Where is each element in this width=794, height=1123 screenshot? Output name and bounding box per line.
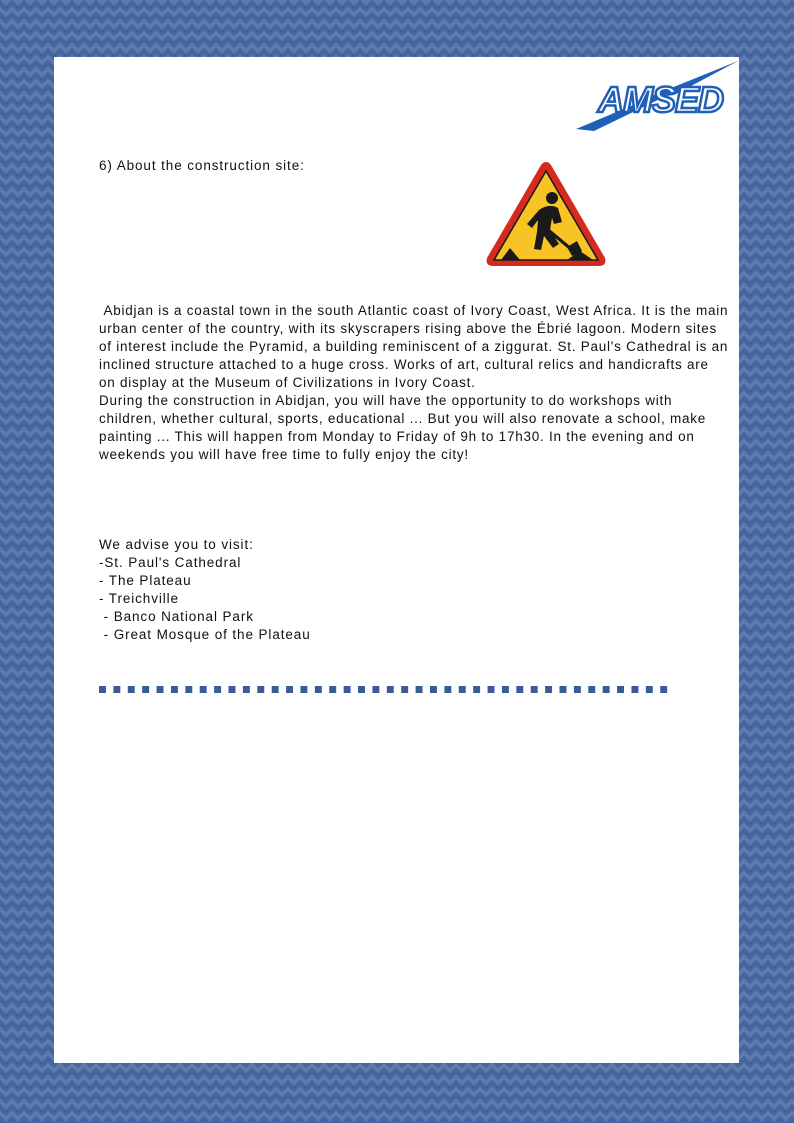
list-item: - Banco National Park [99,609,254,624]
logo-text: AMSED [598,79,724,120]
dotted-divider [99,686,668,693]
section-heading: 6) About the construction site: [99,158,305,173]
visit-intro: We advise you to visit: [99,537,254,552]
visit-list [99,536,699,644]
description-text [99,302,733,464]
list-item: - Treichville [99,591,179,606]
roadwork-warning-icon [483,158,609,270]
description-paragraph-1: Abidjan is a coastal town in the south Atlantic coast of Ivory Coast, West Africa. It is the main urban center of the country, with its skyscrapers rising above the Ébrié lagoon. Modern sites of interest include the Pyramid, a building reminiscent of a ziggurat. St. Paul's Cathedral is an inclined structure attached to a huge cross. Works of art, cultural relics and handicrafts are on display at the Museum of Civilizations in Ivory Coast. [99,303,733,390]
document-page [54,57,739,1063]
list-item: - The Plateau [99,573,192,588]
description-paragraph-2: During the construction in Abidjan, you will have the opportunity to do workshops with children, whether cultural, sports, educational ... But you will also renovate a school, make painting ... This will happen from Monday to Friday of 9h to 17h30. In the evening and on weekends you will have free time to fully enjoy the city! [99,393,711,462]
amsed-logo [574,59,738,131]
list-item: -St. Paul's Cathedral [99,555,242,570]
list-item: - Great Mosque of the Plateau [99,627,311,642]
